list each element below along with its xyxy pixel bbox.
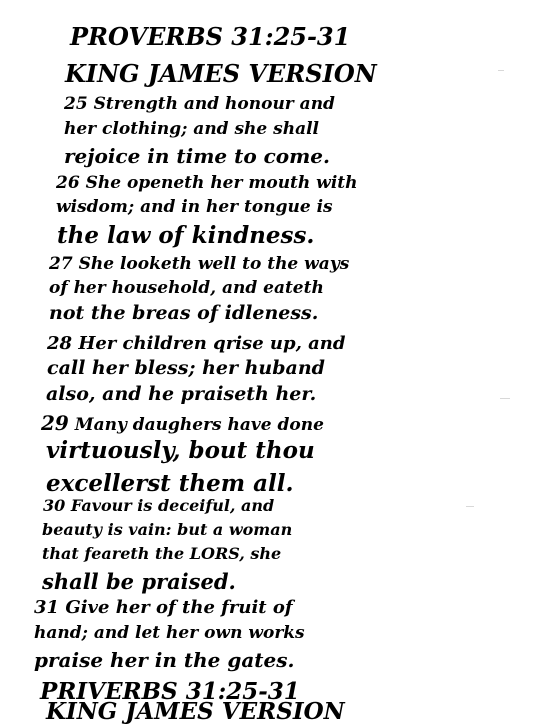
verse-text: She looketh well to the ways: [78, 254, 350, 274]
verse-28-line-3: also, and he praiseth her.: [46, 383, 317, 405]
heading-title: PROVERBS 31:25-31: [70, 22, 351, 51]
verse-number: 31: [34, 597, 60, 618]
verse-text: Strength and honour and: [93, 94, 335, 114]
verse-number: 30: [43, 496, 66, 515]
verse-number: 28: [47, 333, 73, 354]
footer-version: KING JAMES VERSION: [46, 698, 345, 725]
verse-26-line-3: the law of kindness.: [57, 222, 315, 249]
verse-25-line-2: her clothing; and she shall: [64, 119, 320, 139]
verse-27-line-3: not the breas of idleness.: [49, 302, 319, 324]
verse-28-line-1: [47, 335, 345, 353]
verse-27-line-1: [49, 256, 349, 273]
verse-30-line-2: beauty is vain: but a woman: [42, 520, 293, 539]
verse-text: Favour is deceiful, and: [70, 496, 275, 515]
verse-number: 29: [41, 411, 69, 435]
verse-31-line-1: [34, 599, 293, 617]
verse-25-line-3: rejoice in time to come.: [64, 144, 330, 168]
verse-29-line-3: excellerst them all.: [46, 470, 294, 497]
verse-29-line-1: [41, 413, 324, 434]
scan-speck: [466, 506, 474, 507]
verse-30-line-1: [43, 498, 274, 514]
heading-version: KING JAMES VERSION: [65, 59, 377, 88]
verse-text: Give her of the fruit of: [65, 597, 293, 618]
verse-27-line-2: of her household, and eateth: [49, 278, 324, 298]
verse-31-line-2: hand; and let her own works: [34, 623, 305, 643]
verse-text: She openeth her mouth with: [85, 173, 358, 193]
scan-speck: [498, 70, 504, 71]
verse-26-line-2: wisdom; and in her tongue is: [56, 197, 333, 217]
verse-text: Many daughers have done: [74, 415, 324, 435]
verse-25-line-1: [64, 96, 335, 113]
verse-31-line-3: praise her in the gates.: [34, 648, 295, 672]
verse-30-line-4: shall be praised.: [42, 569, 236, 594]
footer-title: PRIVERBS 31:25-31: [40, 678, 300, 705]
verse-30-line-3: that feareth the LORS, she: [42, 544, 282, 563]
verse-number: 26: [56, 173, 80, 193]
verse-text: Her children qrise up, and: [78, 333, 346, 354]
verse-28-line-2: call her bless; her huband: [47, 357, 325, 379]
verse-29-line-2: virtuously, bout thou: [46, 437, 315, 464]
verse-number: 25: [64, 94, 88, 114]
verse-26-line-1: [56, 175, 358, 192]
scan-speck: [500, 398, 510, 399]
verse-number: 27: [49, 254, 73, 274]
